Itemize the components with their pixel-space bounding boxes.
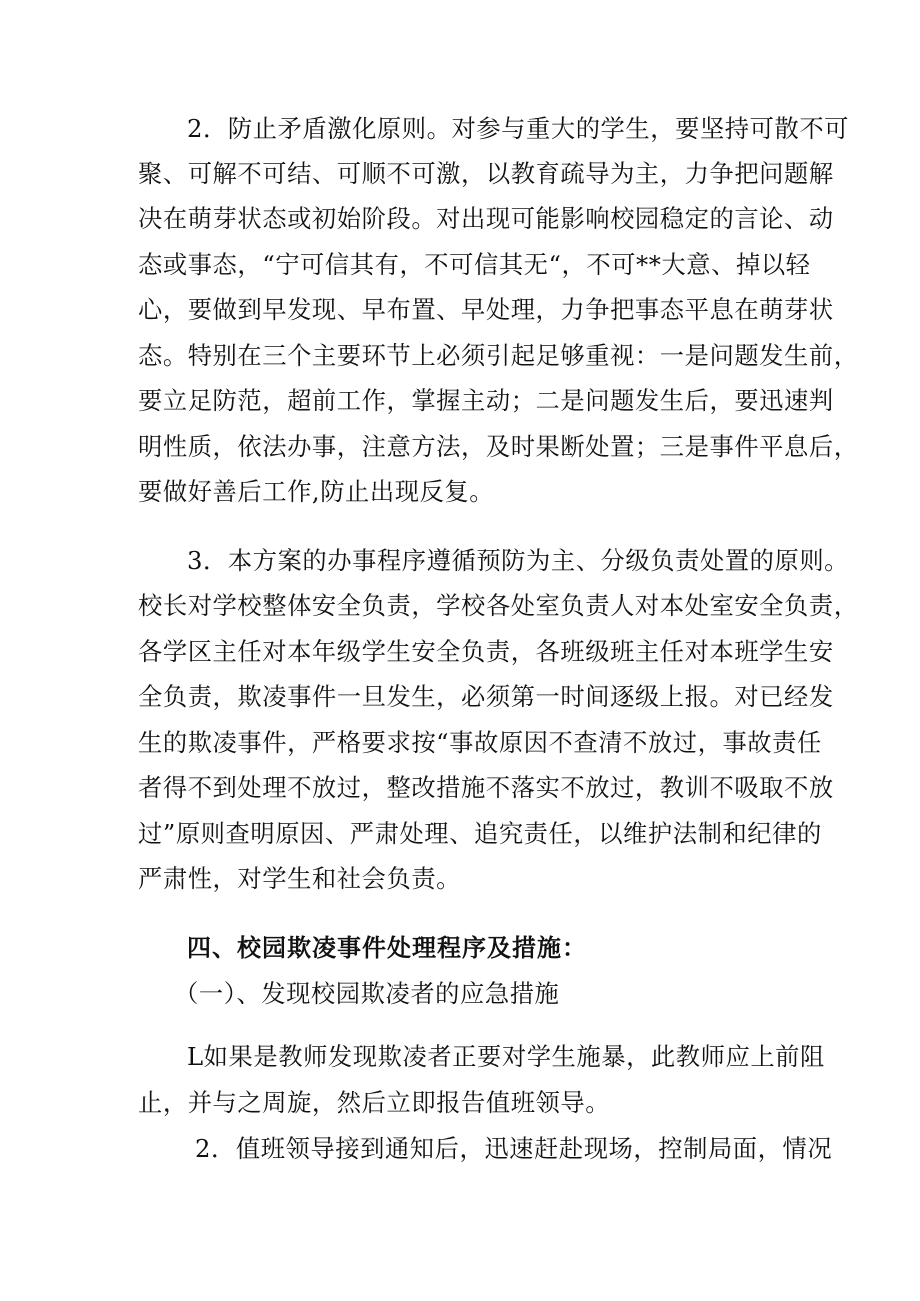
- paragraph-line: 聚、可解不可结、可顺不可激，以教育疏导为主，力争把问题解: [138, 159, 834, 188]
- paragraph-line: 3．本方案的办事程序遵循预防为主、分级负责处置的原则。: [187, 546, 850, 575]
- paragraph-line: 要做好善后工作,防止出现反复。: [138, 477, 495, 506]
- paragraph-line: 校长对学校整体安全负责，学校各处室负责人对本处室安全负责，: [138, 591, 859, 620]
- paragraph-line: 明性质，依法办事，注意方法，及时果断处置；三是事件平息后，: [138, 432, 859, 461]
- subsection-heading: （一）、发现校园欺凌者的应急措施: [174, 979, 560, 1008]
- paragraph-line: 者得不到处理不放过，整改措施不落实不放过，教训不吸取不放: [138, 773, 834, 802]
- paragraph-line: 止，并与之周旋，然后立即报告值班领导。: [138, 1088, 611, 1117]
- paragraph-line: 2．防止矛盾激化原则。对参与重大的学生，要坚持可散不可: [187, 114, 850, 143]
- paragraph-line: 心，要做到早发现、早布置、早处理，力争把事态平息在萌芽状: [138, 295, 834, 324]
- paragraph-line: 2．值班领导接到通知后，迅速赶赴现场，控制局面，情况: [195, 1134, 833, 1163]
- paragraph-line: 生的欺凌事件，严格要求按“事故原因不查清不放过，事故责任: [138, 728, 822, 757]
- paragraph-line: 要立足防范，超前工作，掌握主动；二是问题发生后，要迅速判: [138, 386, 834, 415]
- paragraph-line: 全负责，欺凌事件一旦发生，必须第一时间逐级上报。对已经发: [138, 682, 834, 711]
- paragraph-line: L如果是教师发现欺凌者正要对学生施暴，此教师应上前阻: [187, 1042, 825, 1071]
- paragraph-line: 决在萌芽状态或初始阶段。对出现可能影响校园稳定的言论、动: [138, 204, 834, 233]
- paragraph-line: 严肃性，对学生和社会负责。: [138, 864, 462, 893]
- paragraph-line: 过”原则查明原因、严肃处理、追究责任，以维护法制和纪律的: [138, 819, 822, 848]
- paragraph-line: 态或事态，“宁可信其有，不可信其无“，不可**大意、掉以轻: [138, 250, 811, 279]
- paragraph-line: 各学区主任对本年级学生安全负责，各班级班主任对本班学生安: [138, 637, 834, 666]
- section-heading: 四、校园欺凌事件处理程序及措施：: [187, 934, 587, 962]
- paragraph-line: 态。特别在三个主要环节上必须引起足够重视：一是问题发生前，: [138, 341, 859, 370]
